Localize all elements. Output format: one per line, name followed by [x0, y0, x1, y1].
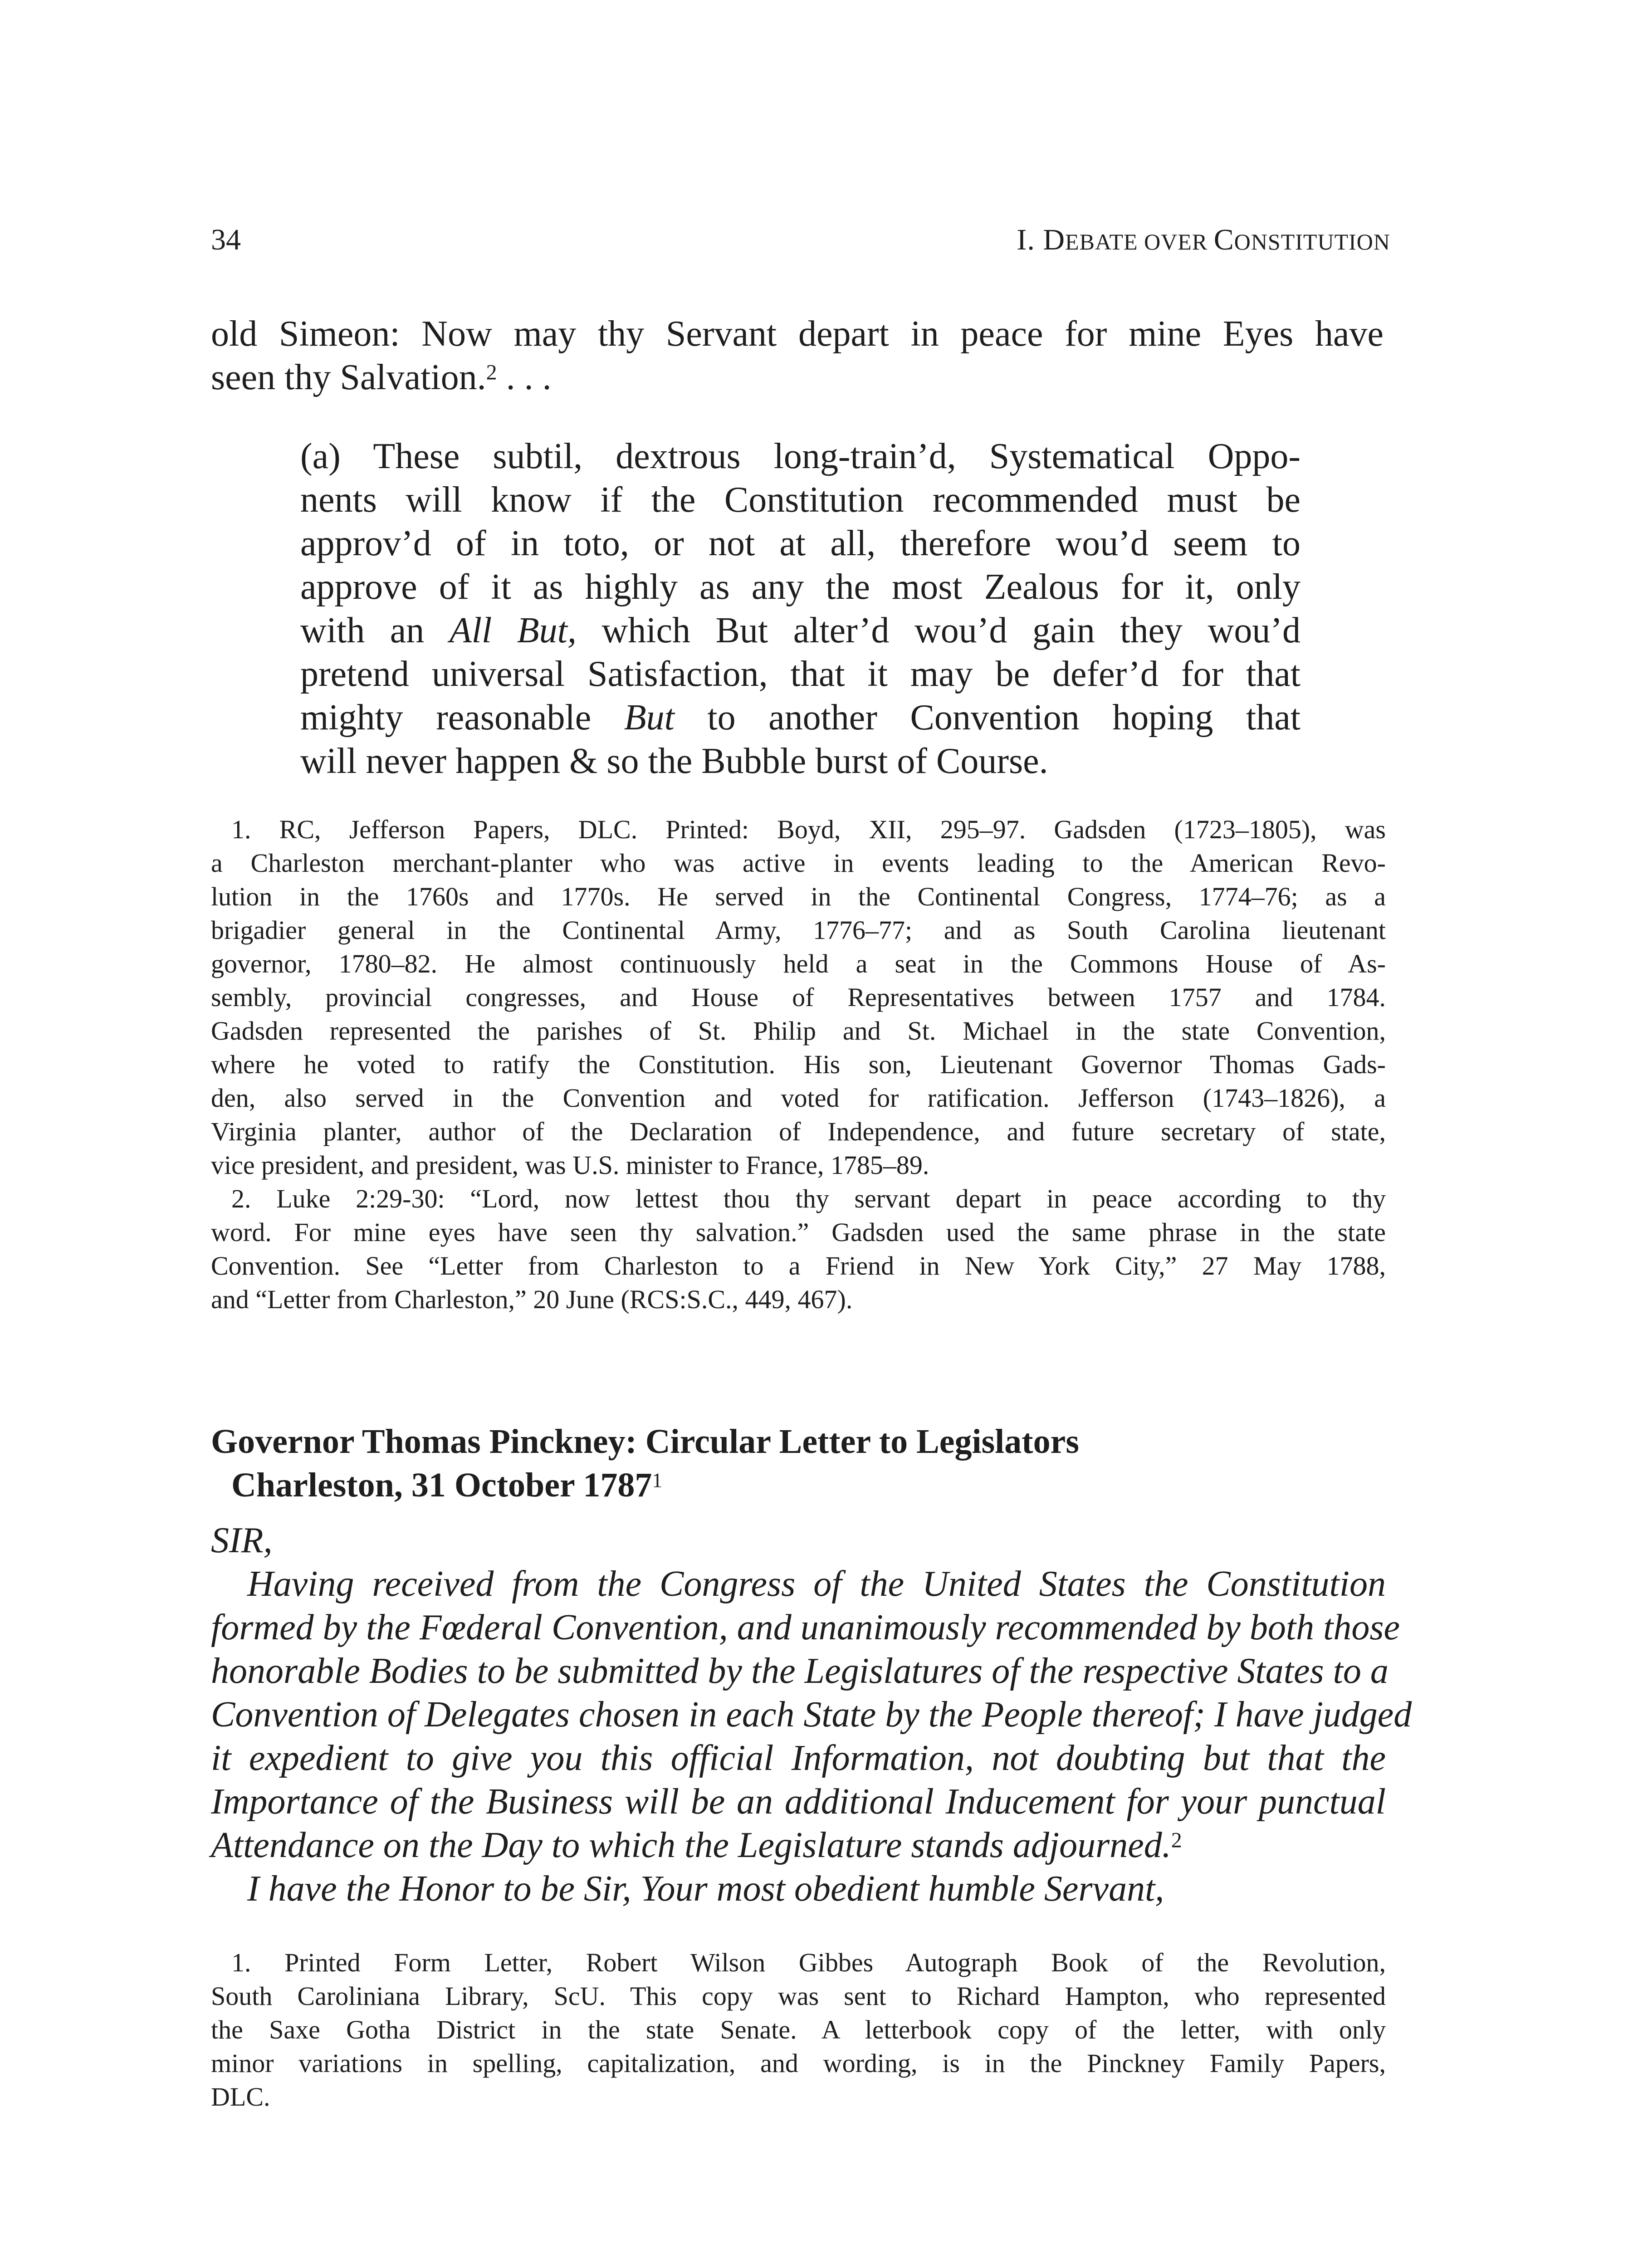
- footnotes-current: [211, 1946, 1386, 2114]
- quote-line: with an All But, which But alter’d wou’d gain they wou’d: [300, 611, 1301, 650]
- footnote-line: minor variations in spelling, capitalization, and wording, is in the Pinckney Family Papers,: [211, 2048, 1386, 2078]
- quote-line: nents will know if the Constitution recommended must be: [300, 480, 1301, 520]
- footnote-line: Gadsden represented the parishes of St. Philip and St. Michael in the state Convention,: [211, 1016, 1386, 1046]
- block-quote: [300, 435, 1301, 783]
- footnote-line: the Saxe Gotha District in the state Senate. A letterbook copy of the letter, with only: [211, 2015, 1386, 2044]
- footnote-line: and “Letter from Charleston,” 20 June (RCS:S.C., 449, 467).: [211, 1285, 853, 1314]
- document-title: Governor Thomas Pinckney: Circular Letter to Legislators: [211, 1422, 1079, 1461]
- letter-line: Attendance on the Day to which the Legislature stands adjourned.$^2$: [211, 1825, 1182, 1865]
- quote-line: approve of it as highly as any the most Zealous for it, only: [300, 567, 1301, 607]
- letter-line: Convention of Delegates chosen in each State by the People thereof; I have judged: [211, 1695, 1412, 1735]
- footnote-line: 1. Printed Form Letter, Robert Wilson Gibbes Autograph Book of the Revolution,: [231, 1948, 1386, 1977]
- footnote-line: a Charleston merchant-planter who was active in events leading to the American Revo-: [211, 848, 1386, 878]
- quote-line: mighty reasonable But to another Convention hoping that: [300, 698, 1301, 738]
- footnote-line: 1. RC, Jefferson Papers, DLC. Printed: Boyd, XII, 295–97. Gadsden (1723–1805), was: [231, 815, 1386, 844]
- page-number: 34: [211, 223, 241, 256]
- quote-line: will never happen & so the Bubble burst of Course.: [300, 741, 1048, 781]
- footnote-line: lution in the 1760s and 1770s. He served in the Continental Congress, 1774–76; as a: [211, 882, 1386, 911]
- letter-body: [211, 1562, 1412, 1911]
- letter-closing: I have the Honor to be Sir, Your most obedient humble Servant,: [247, 1869, 1164, 1909]
- footnote-line: 2. Luke 2:29-30: “Lord, now lettest thou thy servant depart in peace according to thy: [231, 1184, 1386, 1213]
- footnote-line: governor, 1780–82. He almost continuously held a seat in the Commons House of As-: [211, 949, 1386, 978]
- running-head: I. DEBATE OVER CONSTITUTION: [1017, 223, 1390, 256]
- letter-line: honorable Bodies to be submitted by the Legislatures of the respective States to a: [211, 1651, 1389, 1691]
- letter-line: it expedient to give you this official Information, not doubting but that the: [211, 1738, 1386, 1778]
- continuation-line-2: seen thy Salvation.$^2$ . . .: [211, 357, 552, 397]
- footnote-line: vice president, and president, was U.S. minister to France, 1785–89.: [211, 1150, 929, 1180]
- footnote-line: where he voted to ratify the Constitution. His son, Lieutenant Governor Thomas Gads-: [211, 1050, 1386, 1079]
- footnote-line: Virginia planter, author of the Declaration of Independence, and future secretary of state,: [211, 1117, 1386, 1146]
- letter-line: Having received from the Congress of the United States the Constitution: [247, 1564, 1386, 1604]
- quote-line: (a) These subtil, dextrous long-train’d, Systematical Oppo-: [300, 436, 1301, 476]
- footnote-line: DLC.: [211, 2082, 270, 2112]
- footnote-line: brigadier general in the Continental Army, 1776–77; and as South Carolina lieutenant: [211, 915, 1386, 945]
- footnote-line: South Caroliniana Library, ScU. This copy was sent to Richard Hampton, who represented: [211, 1981, 1386, 2011]
- footnote-line: den, also served in the Convention and voted for ratification. Jefferson (1743–1826), a: [211, 1083, 1386, 1113]
- footnote-line: sembly, provincial congresses, and House of Representatives between 1757 and 1784.: [211, 982, 1386, 1012]
- footnote-line: Convention. See “Letter from Charleston to a Friend in New York City,” 27 May 1788,: [211, 1251, 1386, 1281]
- footnotes-previous: [211, 813, 1386, 1316]
- quote-line: approv’d of in toto, or not at all, therefore wou’d seem to: [300, 523, 1301, 563]
- quote-line: pretend universal Satisfaction, that it may be defer’d for that: [300, 654, 1301, 694]
- document-dateline: Charleston, 31 October 1787$^1$: [231, 1466, 663, 1504]
- continuation-line-1: old Simeon: Now may thy Servant depart in peace for mine Eyes have: [211, 314, 1384, 354]
- footnote-line: word. For mine eyes have seen thy salvation.” Gadsden used the same phrase in the state: [211, 1217, 1386, 1247]
- salutation: SIR,: [211, 1520, 273, 1560]
- letter-line: Importance of the Business will be an additional Inducement for your punctual: [211, 1782, 1386, 1822]
- letter-line: formed by the Fœderal Convention, and unanimously recommended by both those: [211, 1608, 1400, 1647]
